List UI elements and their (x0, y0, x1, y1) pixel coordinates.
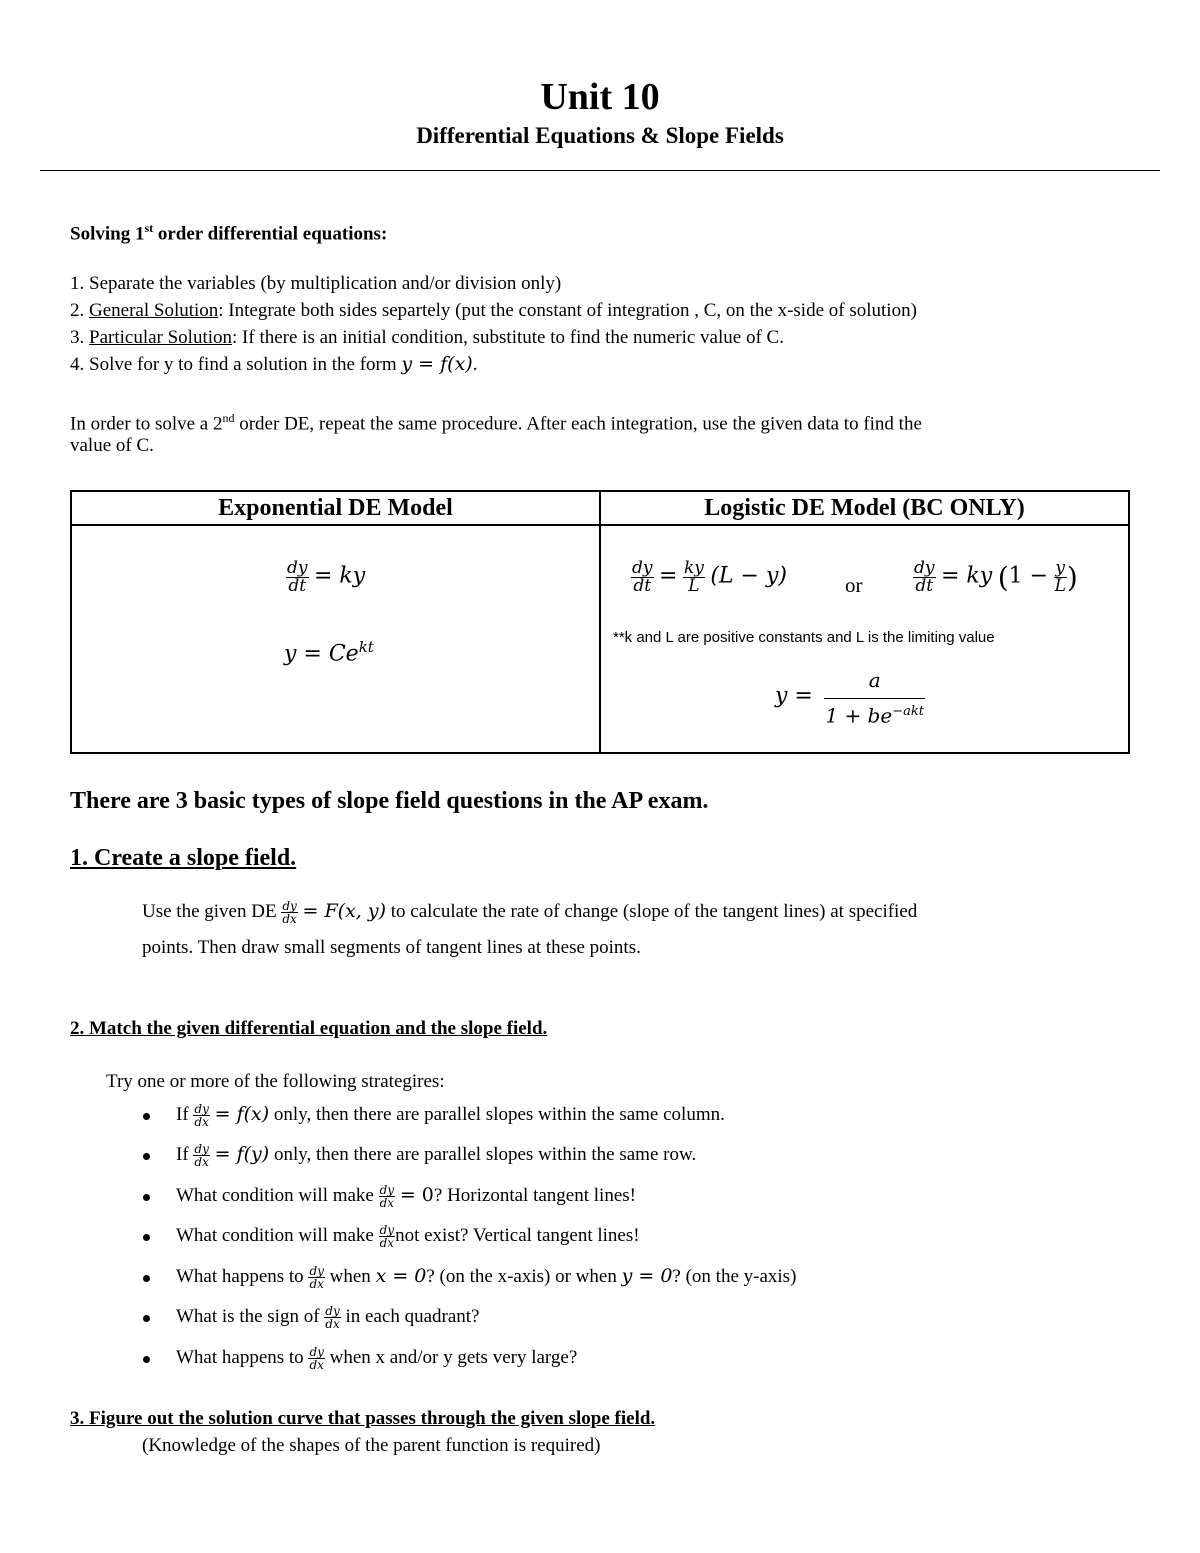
bullet-dot (143, 1194, 150, 1201)
strategy-item-1: If $\frac{dy}{dx}$ = f(x) only, then there are parallel slopes within the same column. (176, 1102, 725, 1130)
header-divider (40, 170, 1160, 171)
bullet-dot (143, 1153, 150, 1160)
step-4: 4. Solve for y to find a solution in the form y = f(x). (70, 353, 478, 375)
exp-de-equation: $\frac{dy}{dt}$ = ky (287, 558, 366, 596)
bullet-dot (143, 1113, 150, 1120)
type1-text: Use the given DE $\frac{dy}{dx}$ = F(x, y) to calculate the rate of change (slope of the tangent lines) at specified (142, 899, 918, 927)
bullet-dot (143, 1275, 150, 1282)
logistic-solution: y = $\frac{a}{1 + be^{-akt}}$ (775, 668, 924, 728)
type2-heading: 2. Match the given differential equation and the slope field. (70, 1018, 548, 1039)
log-de-equation-1: $\frac{dy}{dt}$ = $\frac{ky}{L}$ (L − y) (632, 558, 787, 596)
type2-intro: Try one or more of the following strategires: (106, 1071, 445, 1092)
log-de-equation-2: $\frac{dy}{dt}$ = ky (1 − $\frac{y}{L}$ ) (914, 558, 1078, 596)
strategy-item-7: What happens to $\frac{dy}{dx}$ when x and/or y gets very large? (176, 1345, 578, 1373)
exp-model-header: Exponential DE Model (71, 491, 600, 525)
strategy-item-6: What is the sign of $\frac{dy}{dx}$ in each quadrant? (176, 1304, 480, 1332)
models-table (70, 490, 1130, 754)
slope-intro-heading: There are 3 basic types of slope field questions in the AP exam. (70, 788, 709, 814)
strategy-item-2: If $\frac{dy}{dx}$ = f(y) only, then there are parallel slopes within the same row. (176, 1142, 697, 1170)
type1-heading: 1. Create a slope field. (70, 845, 297, 871)
exp-model-cell (71, 525, 600, 753)
solving-heading: Solving 1st order differential equations: (70, 221, 388, 245)
log-model-header: Logistic DE Model (BC ONLY) (600, 491, 1129, 525)
step-2: 2. General Solution: Integrate both sides separtely (put the constant of integration , C, on the x-side of solution) (70, 300, 917, 321)
type1-text-line2: points. Then draw small segments of tangent lines at these points. (142, 937, 641, 958)
second-order-note-line2: value of C. (70, 435, 154, 456)
general-solution-label: General Solution (89, 300, 219, 321)
strategy-item-4: What condition will make $\frac{dy}{dx}$ not exist? Vertical tangent lines! (176, 1223, 640, 1251)
page-subtitle: Differential Equations & Slope Fields (416, 123, 784, 148)
log-model-cell (600, 525, 1129, 753)
type3-text: (Knowledge of the shapes of the parent function is required) (142, 1435, 601, 1456)
bullet-dot (143, 1234, 150, 1241)
second-order-note: In order to solve a 2nd order DE, repeat the same procedure. After each integration, use the given data to find the (70, 411, 922, 435)
page-title: Unit 10 (540, 76, 660, 118)
particular-solution-label: Particular Solution (89, 327, 233, 348)
step-3: 3. Particular Solution: If there is an initial condition, substitute to find the numeric value of C. (70, 327, 784, 348)
exp-solution: $y = Ce^{kt}$ (284, 638, 374, 667)
type3-heading: 3. Figure out the solution curve that passes through the given slope field. (70, 1408, 656, 1429)
bullet-dot (143, 1315, 150, 1322)
or-label: or (845, 573, 863, 597)
logistic-note: **k and L are positive constants and L is the limiting value (613, 629, 995, 646)
step-1: 1. Separate the variables (by multiplication and/or division only) (70, 273, 562, 294)
strategy-item-3: What condition will make $\frac{dy}{dx}$ = 0? Horizontal tangent lines! (176, 1183, 636, 1211)
strategy-item-5: What happens to $\frac{dy}{dx}$ when x = 0? (on the x-axis) or when y = 0? (on the y-axis) (176, 1264, 797, 1292)
bullet-dot (143, 1356, 150, 1363)
